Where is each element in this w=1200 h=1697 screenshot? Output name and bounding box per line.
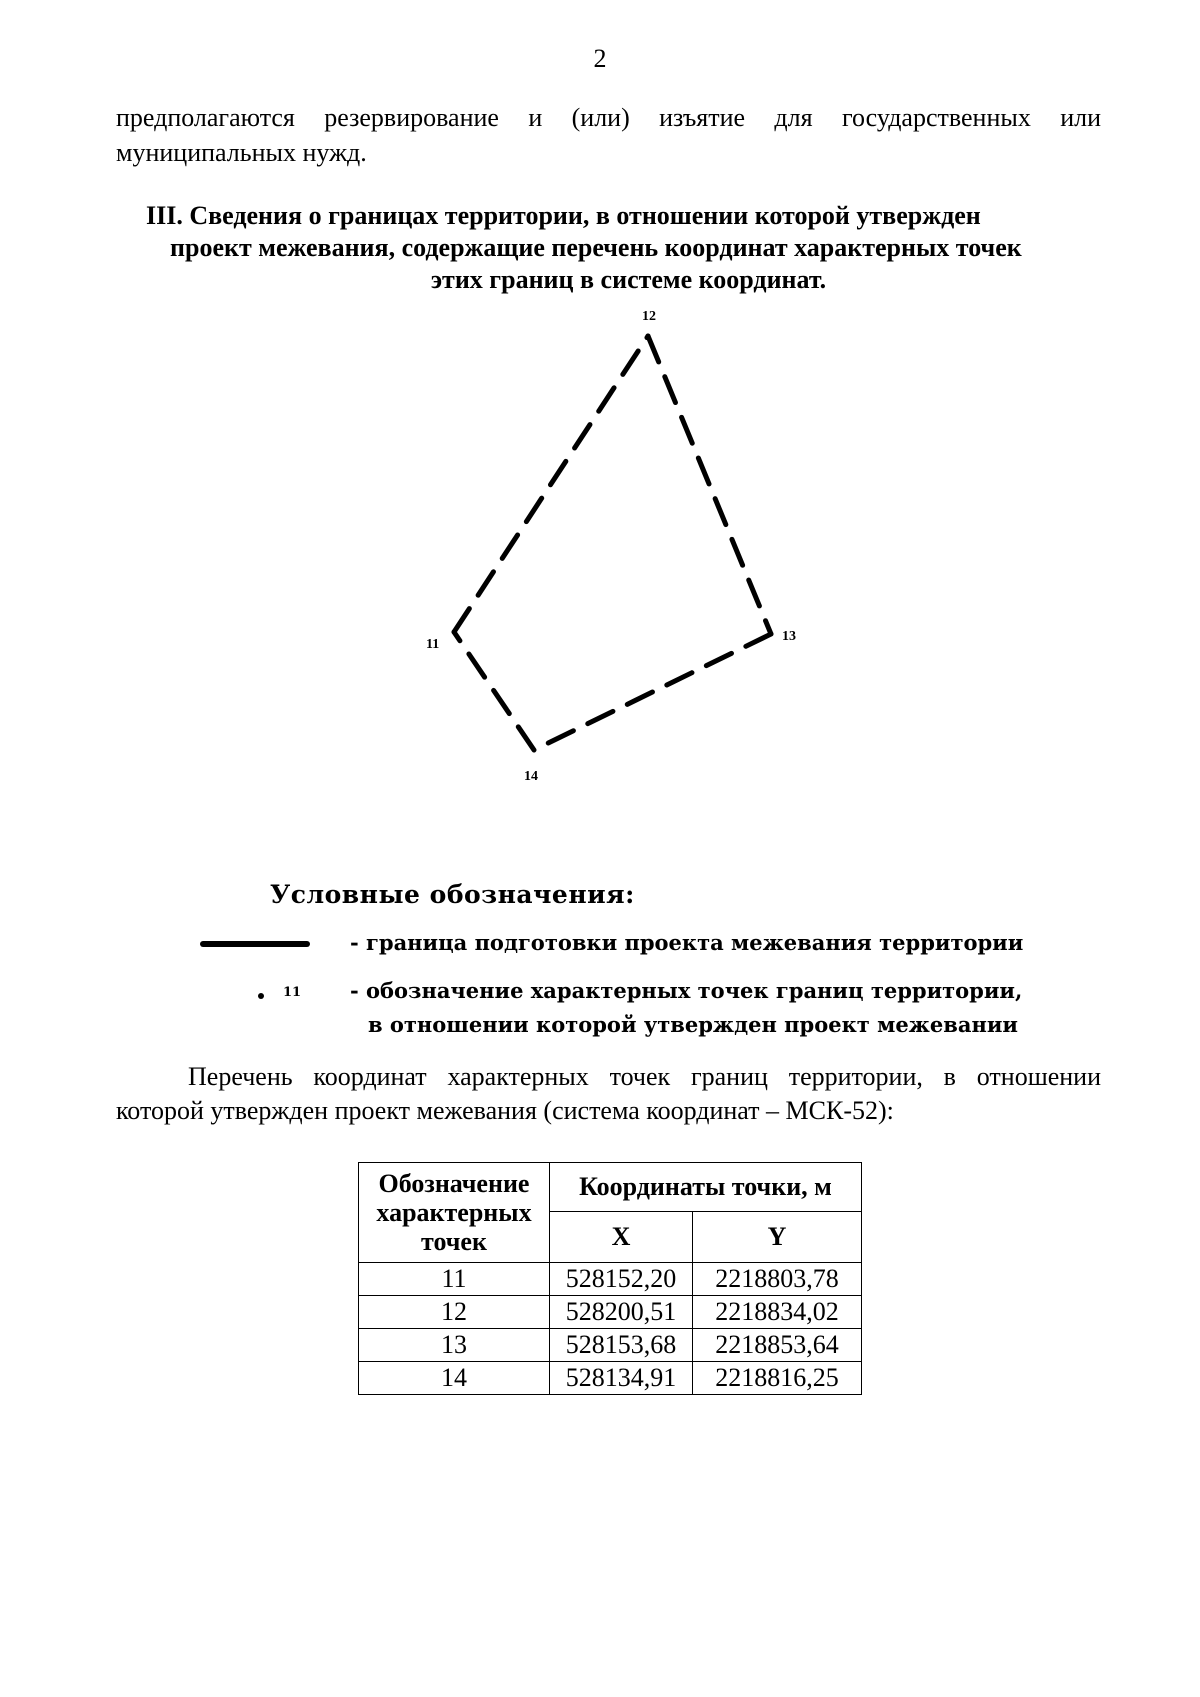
coords-intro-line-2: которой утвержден проект межевания (система координат – МСК-52): <box>116 1096 894 1125</box>
cell-point: 14 <box>359 1362 550 1395</box>
coords-intro-paragraph <box>116 1060 1101 1128</box>
legend-point-row <box>200 978 1100 1042</box>
cell-point: 12 <box>359 1296 550 1329</box>
cell-y: 2218816,25 <box>693 1362 862 1395</box>
header-coordinates: Координаты точки, м <box>550 1163 862 1212</box>
cell-point: 13 <box>359 1329 550 1362</box>
boundary-segment-11-12 <box>454 336 648 632</box>
point-label-13: 13 <box>782 629 796 644</box>
header-y: Y <box>693 1212 862 1263</box>
table-row <box>359 1362 862 1395</box>
header-x: X <box>550 1212 693 1263</box>
legend-point-dot-icon <box>258 993 264 999</box>
boundary-segment-14-11 <box>454 632 534 750</box>
intro-line-1: предполагаются резервирование и (или) изъятие для государственных или <box>116 103 1101 132</box>
section-heading <box>116 200 1101 296</box>
table-row <box>359 1329 862 1362</box>
coords-intro-line-1: Перечень координат характерных точек границ территории, в отношении <box>188 1062 1101 1091</box>
cell-y: 2218803,78 <box>693 1263 862 1296</box>
cell-x: 528153,68 <box>550 1329 693 1362</box>
heading-line-2: проект межевания, содержащие перечень координат характерных точек <box>170 233 1022 262</box>
legend-boundary-line-icon <box>200 941 310 947</box>
intro-paragraph <box>116 100 1101 170</box>
point-label-12: 12 <box>642 309 656 324</box>
intro-line-2: муниципальных нужд. <box>116 138 367 167</box>
heading-line-1: III. Сведения о границах территории, в отношении которой утвержден <box>146 201 981 230</box>
heading-line-3: этих границ в системе координат. <box>430 265 827 294</box>
coordinates-table <box>358 1162 862 1395</box>
legend-point-sample: 11 <box>283 985 302 1000</box>
header-designation: Обозначение характерных точек <box>359 1163 550 1263</box>
boundary-segment-12-13 <box>648 336 771 634</box>
cell-x: 528200,51 <box>550 1296 693 1329</box>
point-label-14: 14 <box>524 769 538 784</box>
table-row <box>359 1263 862 1296</box>
cell-y: 2218853,64 <box>693 1329 862 1362</box>
point-label-11: 11 <box>426 637 440 652</box>
boundary-scheme <box>380 300 840 800</box>
cell-point: 11 <box>359 1263 550 1296</box>
page-number: 2 <box>593 44 607 73</box>
legend-point-text-line-1: - обозначение характерных точек границ территории, <box>350 978 1023 1003</box>
boundary-segment-13-14 <box>534 634 771 750</box>
table-row <box>359 1296 862 1329</box>
cell-y: 2218834,02 <box>693 1296 862 1329</box>
legend-title: Условные обозначения: <box>270 880 635 909</box>
cell-x: 528152,20 <box>550 1263 693 1296</box>
legend-boundary-row <box>200 930 1100 960</box>
cell-x: 528134,91 <box>550 1362 693 1395</box>
boundary-diagram <box>380 300 840 800</box>
legend-point-text-line-2: в отношении которой утвержден проект межевании <box>368 1012 1018 1037</box>
legend-boundary-text: - граница подготовки проекта межевания территории <box>350 930 1024 955</box>
